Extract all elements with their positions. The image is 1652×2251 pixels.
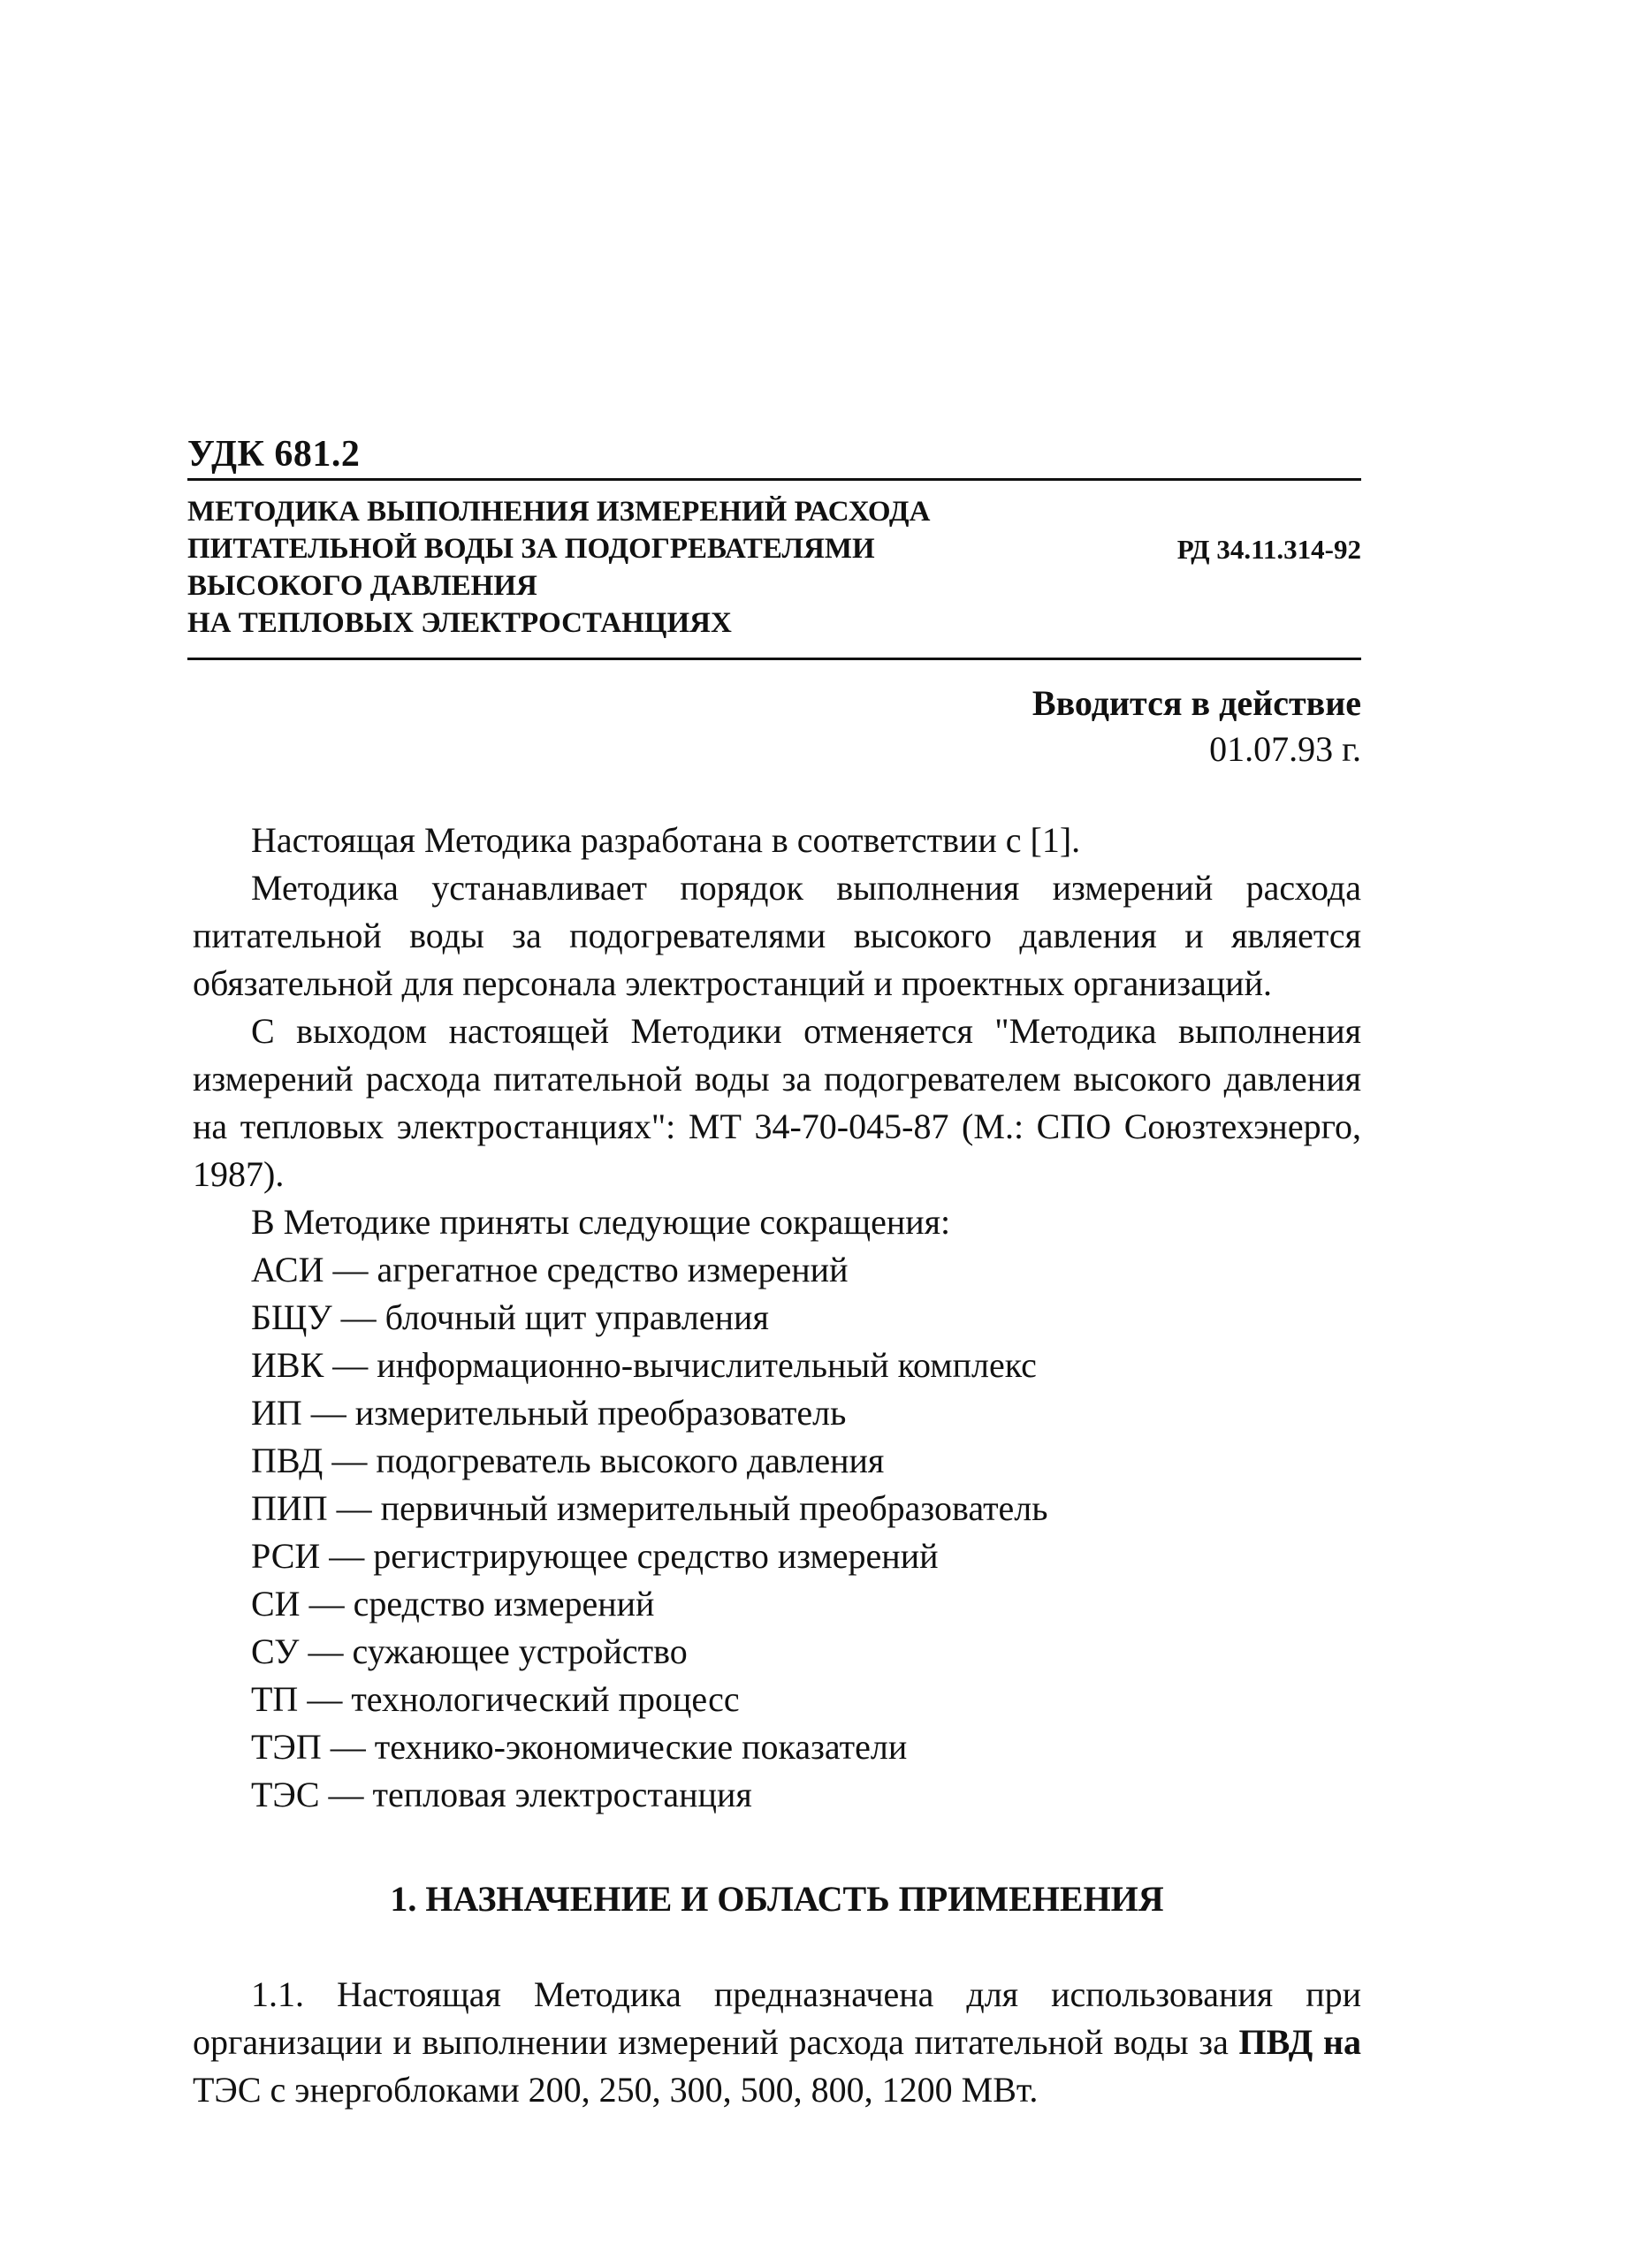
abbreviation-item: ТП — технологический процесс <box>251 1679 740 1719</box>
title-line: НА ТЕПЛОВЫХ ЭЛЕКТРОСТАНЦИЯХ <box>187 607 732 639</box>
document-title <box>187 493 983 642</box>
udk-code: УДК 681.2 <box>187 434 361 475</box>
header-top-rule <box>187 478 1361 481</box>
abbreviation-item: ИВК — информационно-вычислительный комплекс <box>251 1345 1037 1385</box>
paragraph-scope: Методика устанавливает порядок выполнения измерений расхода питательной воды за подогревателями высокого давления и является обязательной для персонала электростанций и проектных организаций. <box>193 868 1361 1003</box>
section-heading: 1. НАЗНАЧЕНИЕ И ОБЛАСТЬ ПРИМЕНЕНИЯ <box>390 1879 1164 1919</box>
abbreviation-item: ПВД — подогреватель высокого давления <box>251 1441 885 1480</box>
paragraph-compliance: Настоящая Методика разработана в соответствии с [1]. <box>251 820 1081 860</box>
abbreviations-intro: В Методике приняты следующие сокращения: <box>251 1202 951 1242</box>
effective-date: 01.07.93 г. <box>1209 729 1361 769</box>
abbreviation-item: АСИ — агрегатное средство измерений <box>251 1250 849 1289</box>
abbreviation-item: ТЭС — тепловая электростанция <box>251 1775 752 1814</box>
abbreviation-item: РСИ — регистрирующее средство измерений <box>251 1536 939 1576</box>
abbreviation-item: СИ — средство измерений <box>251 1584 655 1624</box>
document-body <box>193 817 1361 2114</box>
effective-label: Вводится в действие <box>1032 683 1361 723</box>
abbreviation-item: ИП — измерительный преобразователь <box>251 1393 847 1433</box>
paragraph-1-1-strong: ПВД на <box>1238 2022 1362 2062</box>
document-code: РД 34.11.314-92 <box>1176 534 1361 565</box>
abbreviation-item: ПИП — первичный измерительный преобразователь <box>251 1488 1048 1528</box>
header-bottom-rule <box>187 658 1361 660</box>
title-line: МЕТОДИКА ВЫПОЛНЕНИЯ ИЗМЕРЕНИЙ РАСХОДА <box>187 496 931 528</box>
abbreviations-list <box>193 1246 1361 1819</box>
paragraph-1-1-tail: ТЭС с энергоблоками 200, 250, 300, 500, 800, 1200 МВт. <box>193 2070 1039 2110</box>
abbreviation-item: ТЭП — технико-экономические показатели <box>251 1727 908 1767</box>
title-line: ВЫСОКОГО ДАВЛЕНИЯ <box>187 570 537 602</box>
paragraph-1-1 <box>193 1971 1361 2114</box>
paragraph-1-1-text: 1.1. Настоящая Методика предназначена для использования при организации и выполнении измерений расхода питательной воды за <box>193 1974 1361 2062</box>
title-line: ПИТАТЕЛЬНОЙ ВОДЫ ЗА ПОДОГРЕВАТЕЛЯМИ <box>187 533 875 565</box>
abbreviation-item: СУ — сужающее устройство <box>251 1631 688 1671</box>
paragraph-supersedes: С выходом настоящей Методики отменяется "Методика выполнения измерений расхода питательной воды за подогревателем высокого давления на тепловых электростанциях": МТ 34-70-045-87 (М.: СПО Союзтехэнерго, 1987). <box>193 1011 1361 1194</box>
abbreviation-item: БЩУ — блочный щит управления <box>251 1297 769 1337</box>
